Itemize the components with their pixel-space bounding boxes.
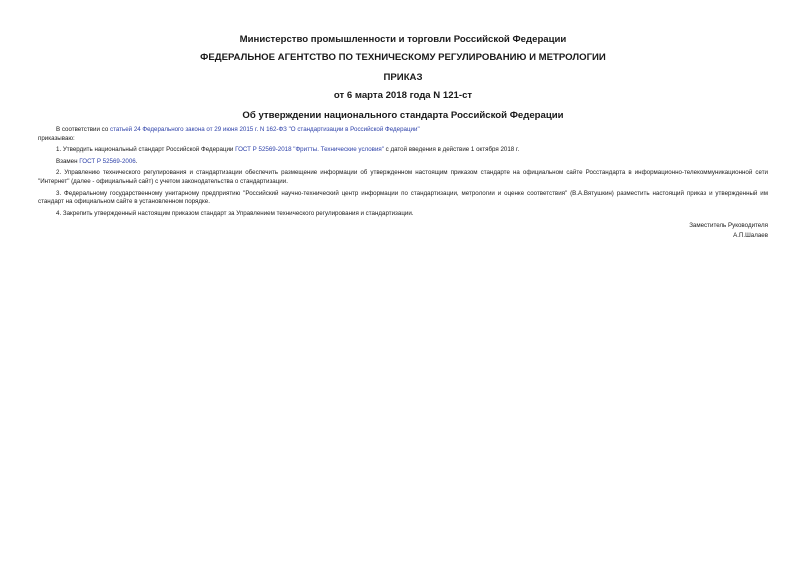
intro-paragraph [38, 126, 768, 135]
standard-link[interactable]: ГОСТ Р 52569-2018 "Фритты. Технические условия" [235, 146, 384, 154]
replacement-paragraph [38, 158, 768, 167]
order-word: приказываю: [38, 134, 75, 142]
document-type: ПРИКАЗ [383, 72, 423, 83]
replacement-prefix: Взамен [56, 157, 80, 165]
item-1-paragraph [38, 146, 768, 155]
document-page [38, 34, 768, 241]
document-date-number: от 6 марта 2018 года N 121-ст [333, 90, 473, 101]
replacement-suffix: . [135, 157, 138, 165]
item-4-paragraph: 4. Закрепить утвержденный настоящим приказом стандарт за Управлением технического регулирования и стандартизации. [56, 209, 414, 217]
ministry-title: Министерство промышленности и торговли Российской Федерации [239, 34, 567, 45]
signatory-name: А.П.Шалаев [733, 231, 768, 239]
agency-title: ФЕДЕРАЛЬНОЕ АГЕНТСТВО ПО ТЕХНИЧЕСКОМУ РЕГУЛИРОВАНИЮ И МЕТРОЛОГИИ [200, 52, 606, 63]
old-standard-link[interactable]: ГОСТ Р 52569-2006 [79, 157, 136, 165]
intro-prefix: В соответствии со [56, 126, 110, 133]
item-3-paragraph: 3. Федеральному государственному унитарному предприятию "Российский научно-технический центр информации по стандартизации, метрологии и оценке соответствия" (В.А.Вятушкин) разместить настоящий приказ и утвержденный им стандарт на официальном сайте в установленном порядке. [38, 189, 768, 206]
document-subject: Об утверждении национального стандарта Российской Федерации [242, 110, 564, 121]
item-1-prefix: 1. Утвердить национальный стандарт Российской Федерации [56, 146, 236, 154]
signatory-position: Заместитель Руководителя [689, 222, 768, 230]
item-1-suffix: с датой введения в действие 1 октября 2018 г. [383, 146, 520, 154]
signature-block [38, 221, 768, 240]
document-body [38, 126, 768, 218]
item-2-paragraph: 2. Управлению технического регулирования и стандартизации обеспечить размещение информации об утвержденном настоящим приказом стандарте на официальном сайте Росстандарта в информационно-телекоммуникационной сети "Интернет" (далее - официальный сайт) с учетом законодательства о стандартизации. [38, 169, 768, 185]
law-article-link[interactable]: статьей 24 Федерального закона от 29 июня 2015 г. N 162-ФЗ "О стандартизации в Российской Федерации" [109, 126, 420, 133]
